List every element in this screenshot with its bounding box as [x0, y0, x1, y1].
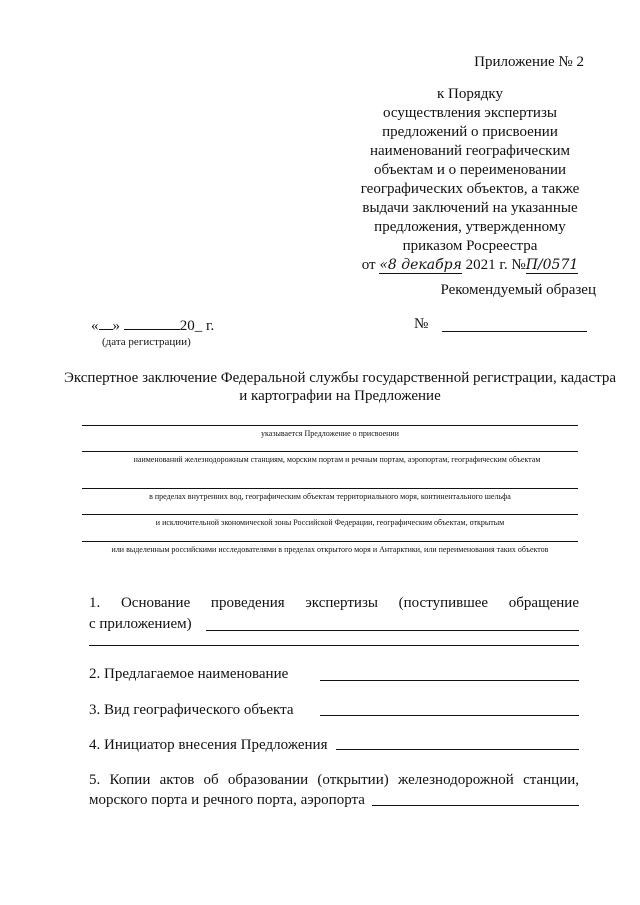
section-1-line-1: 1. Основание проведения экспертизы (поступившее обращение	[89, 595, 579, 611]
fill-line	[82, 541, 578, 542]
order-prefix: от	[361, 257, 376, 273]
registration-date-caption: (дата регистрации)	[102, 336, 191, 348]
section-4	[89, 735, 579, 756]
reference-line: к Порядку	[437, 86, 503, 102]
reference-line: предложений о присвоении	[382, 124, 558, 140]
reference-line: приказом Росреестра	[402, 238, 538, 254]
section-1-line-2	[89, 614, 579, 635]
order-year: 2021 г.	[465, 257, 508, 273]
section-2-fill-line	[320, 680, 579, 681]
section-2	[89, 664, 579, 685]
order-line	[350, 256, 590, 275]
order-date-handwritten: «8 декабря	[379, 257, 462, 273]
registration-number-label: №	[414, 316, 429, 332]
hint-caption: или выделенным российскими исследователями в пределах открытого моря и Антарктики, или переименования таких объектов	[111, 545, 549, 554]
section-1-fill-line	[206, 630, 579, 631]
order-number-handwritten: П/0571	[525, 257, 579, 273]
hint-caption: в пределах внутренних вод, географическим объектам территориального моря, континентального шельфа	[149, 492, 511, 501]
conclusion-title: Экспертное заключение Федеральной службы государственной регистрации, кадастра и картографии на Предложение	[63, 370, 617, 404]
section-5-line-2	[89, 790, 579, 811]
reference-line: осуществления экспертизы	[383, 105, 557, 121]
section-1-fill-line-2	[89, 645, 579, 646]
section-4-fill-line	[336, 749, 579, 750]
registration-date-field	[91, 318, 214, 335]
reference-line: наименований географическим	[370, 143, 570, 159]
appendix-reference	[350, 85, 590, 275]
section-3-label: 3. Вид географического объекта	[89, 702, 294, 718]
fill-line	[82, 514, 578, 515]
section-2-label: 2. Предлагаемое наименование	[89, 666, 289, 682]
section-3-fill-line	[320, 715, 579, 716]
close-quote: »	[112, 318, 120, 334]
section-1-label: с приложением)	[89, 616, 192, 632]
hint-caption: и исключительной экономической зоны Российской Федерации, географическим объектам, открытым	[155, 518, 505, 527]
fill-line	[82, 451, 578, 452]
fill-line	[82, 488, 578, 489]
reference-line: объектам и о переименовании	[373, 162, 567, 178]
section-3	[89, 700, 579, 721]
section-5-fill-line	[372, 805, 579, 806]
reference-line: предложения, утвержденному	[374, 219, 566, 235]
registration-number-line	[442, 331, 587, 332]
reference-line: географических объектов, а также	[360, 181, 580, 197]
hint-caption: наименований железнодорожным станциям, морским портам и речным портам, аэропортам, географическим объектам	[133, 455, 541, 464]
hint-caption: указывается Предложение о присвоении	[261, 429, 399, 438]
section-4-label: 4. Инициатор внесения Предложения	[89, 737, 328, 753]
order-number-prefix: №	[511, 257, 526, 273]
open-quote: «	[91, 318, 99, 334]
appendix-title: Приложение № 2	[474, 54, 584, 70]
fill-line	[82, 425, 578, 426]
section-5-line-1: 5. Копии актов об образовании (открытии) железнодорожной станции,	[89, 772, 579, 788]
month-blank	[124, 328, 180, 330]
recommended-sample-label: Рекомендуемый образец	[440, 282, 596, 298]
day-blank	[99, 328, 113, 330]
year-suffix: 20_ г.	[179, 318, 215, 334]
reference-line: выдачи заключений на указанные	[362, 200, 578, 216]
section-5-label: морского порта и речного порта, аэропорта	[89, 792, 365, 808]
